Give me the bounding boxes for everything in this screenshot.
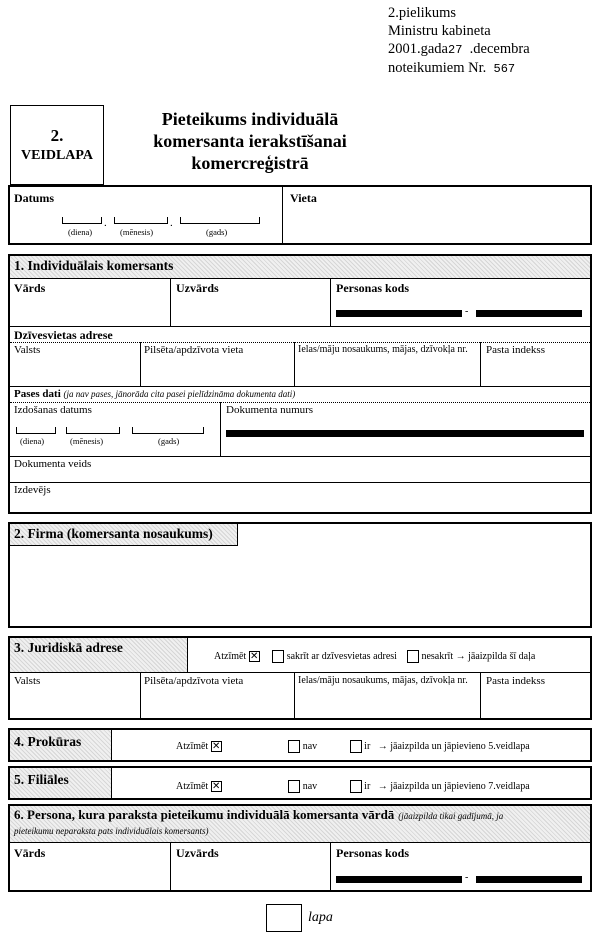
page-number-box[interactable] [266,904,302,932]
s1-issue-day-field[interactable] [16,428,56,434]
section-3-title: 3. Juridiskā adrese [10,638,188,672]
date-year-field[interactable] [180,218,260,224]
s1-pcode-field-2[interactable] [476,310,582,317]
annex-line-2: Ministru kabineta [388,23,491,39]
page-label: lapa [308,910,333,925]
s1-address-title: Dzīvesvietas adrese [14,328,113,342]
s4-none-checkbox[interactable] [288,740,300,753]
s1-doc-number-field[interactable] [226,430,584,437]
s1-pcode-label: Personas kods [336,281,410,295]
section-2 [8,522,592,628]
s1-issue-month-field[interactable] [66,428,120,434]
form-title: Pieteikums individuālā komersanta ierakstīšanai komercreģistrā [153,109,347,173]
s1-city-label: Pilsēta/apdzīvota vieta [144,344,244,356]
s5-mark-example: ✕ [212,781,221,792]
section-5 [8,766,592,800]
s3-mark-example: ✕ [250,651,259,662]
date-month-field[interactable] [114,218,168,224]
s1-country-label: Valsts [14,344,41,356]
section-4-title: 4. Prokūras [10,730,112,760]
section-2-title: 2. Firma (komersanta nosaukums) [10,524,238,546]
s3-same-checkbox[interactable] [272,650,284,663]
s3-country-label: Valsts [14,675,41,687]
s3-street-label: Ielas/māju nosaukums, mājas, dzīvokļa nr. [298,675,468,686]
section-4 [8,728,592,762]
s1-doc-number-label: Dokumenta numurs [226,404,314,416]
annex-day: 27 [448,43,463,57]
form-number-box [10,105,104,185]
s1-issuer-label: Izdevējs [14,484,51,496]
s1-pcode-field-1[interactable] [336,310,462,317]
s5-options: Atzīmēt ✕ nav ir → jāaizpilda un jāpievieno 7.veidlapa [176,780,530,792]
s1-postcode-label: Pasta indekss [486,344,545,356]
s5-none-checkbox[interactable] [288,780,300,793]
annex-line-3: 2001.gada27 .decembra [388,41,530,57]
annex-header [388,4,530,78]
s4-options: Atzīmēt ✕ nav ir → jāaizpilda un jāpievieno 5.veidlapa [176,740,530,752]
date-label: Datums [14,191,55,205]
s1-surname-label: Uzvārds [176,281,219,295]
section-6-title: 6. Persona, kura paraksta pieteikumu individuālā komersanta vārdā (jāaizpilda tikai gadījumā, ja pieteikumu neparaksta pats individuālais komersants) [10,806,590,842]
s1-doc-type-label: Dokumenta veids [14,458,92,470]
section-6: 6. Persona, kura paraksta pieteikumu individuālā komersanta vārdā (jāaizpilda tikai gadījumā, ja pieteikumu neparaksta pats individuālais komersants) Vārds Uzvārds Personas kods - [8,804,592,892]
section-1: 1. Individuālais komersants Vārds Uzvārds Personas kods - Dzīvesvietas adrese Valsts Pilsēta/apdzīvota vieta Ielas/māju nosaukums, mājas, dzīvokļa nr. Pasta indekss Pases dati (ja nav pases, jānorāda cita pasei pielīdzināma dokumenta dati) Izdošanas datums (diena) (mēnesis) (gads) Dokumenta numurs Dokumenta veids Izdevējs [8,254,592,514]
section-5-title: 5. Filiāles [10,768,112,798]
s4-yes-checkbox[interactable] [350,740,362,753]
date-place-frame: Datums . . (diena) (mēnesis) (gads) Vieta [8,185,592,245]
form-label: VEIDLAPA [20,148,94,163]
form-number: 2. [50,126,64,145]
s1-street-label: Ielas/māju nosaukums, mājas, dzīvokļa nr. [298,344,468,355]
annex-line-4: noteikumiem Nr. 567 [388,60,516,76]
s6-pcode-field-2[interactable] [476,876,582,883]
annex-line-1: 2.pielikums [388,5,457,21]
s6-pcode-label: Personas kods [336,846,410,860]
s3-differs-checkbox[interactable] [407,650,419,663]
s6-surname-label: Uzvārds [176,846,219,860]
s5-yes-checkbox[interactable] [350,780,362,793]
firm-name-field[interactable] [14,550,586,624]
s3-city-label: Pilsēta/apdzīvota vieta [144,675,244,687]
s1-issue-date-label: Izdošanas datums [14,404,92,416]
s1-issue-year-field[interactable] [132,428,204,434]
section-3 [8,636,592,720]
place-label: Vieta [290,191,317,205]
s1-name-label: Vārds [14,281,46,295]
annex-number: 567 [493,62,516,76]
s6-name-label: Vārds [14,846,46,860]
s4-mark-example: ✕ [212,741,221,752]
date-day-field[interactable] [62,218,102,224]
s1-passport-title: Pases dati (ja nav pases, jānorāda cita pasei pielīdzināma dokumenta dati) [14,388,296,400]
section-1-title: 1. Individuālais komersants [10,256,590,278]
s3-postcode-label: Pasta indekss [486,675,545,687]
place-field[interactable] [288,207,588,241]
s3-options: Atzīmēt ✕ sakrīt ar dzīvesvietas adresi nesakrīt → jāaizpilda šī daļa [214,650,536,662]
s6-pcode-field-1[interactable] [336,876,462,883]
